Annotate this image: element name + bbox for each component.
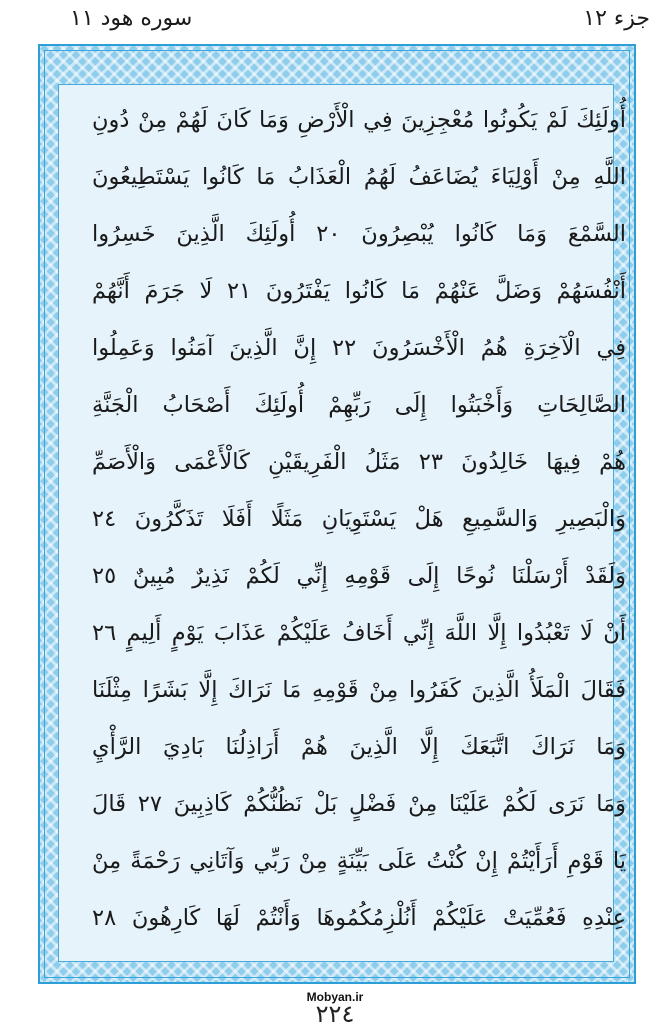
verse-line: وَالْبَصِيرِ وَالسَّمِيعِ هَلْ يَسْتَوِيَانِ مَثَلًا أَفَلَا تَذَكَّرُونَ ٢٤: [92, 506, 626, 532]
page-number: ٢٢٤: [315, 1000, 355, 1028]
verse-line: عِنْدِهِ فَعُمِّيَتْ عَلَيْكُمْ أَنُلْزِمُكُمُوهَا وَأَنْتُمْ لَهَا كَارِهُونَ ٢٨: [92, 905, 626, 931]
verse-line: هُمْ فِيهَا خَالِدُونَ ٢٣ مَثَلُ الْفَرِيقَيْنِ كَالْأَعْمَى وَالْأَصَمِّ: [92, 449, 626, 475]
verse-line: اللَّهِ مِنْ أَوْلِيَاءَ يُضَاعَفُ لَهُمُ الْعَذَابُ مَا كَانُوا يَسْتَطِيعُونَ: [92, 164, 626, 190]
verse-line: الصَّالِحَاتِ وَأَخْبَتُوا إِلَى رَبِّهِمْ أُولَئِكَ أَصْحَابُ الْجَنَّةِ: [92, 392, 626, 418]
verse-line: السَّمْعَ وَمَا كَانُوا يُبْصِرُونَ ٢٠ أُولَئِكَ الَّذِينَ خَسِرُوا: [92, 221, 626, 247]
source-watermark: Mobyan.ir: [306, 990, 364, 1004]
verse-line: أَنْفُسَهُمْ وَضَلَّ عَنْهُمْ مَا كَانُوا يَفْتَرُونَ ٢١ لَا جَرَمَ أَنَّهُمْ: [92, 278, 626, 304]
verse-line: وَمَا نَرَى لَكُمْ عَلَيْنَا مِنْ فَضْلٍ بَلْ نَظُنُّكُمْ كَاذِبِينَ ٢٧ قَالَ: [92, 791, 626, 817]
verse-line: يَا قَوْمِ أَرَأَيْتُمْ إِنْ كُنْتُ عَلَى بَيِّنَةٍ مِنْ رَبِّي وَآتَانِي رَحْمَةً مِنْ: [92, 848, 626, 874]
verse-line: فَقَالَ الْمَلَأُ الَّذِينَ كَفَرُوا مِنْ قَوْمِهِ مَا نَرَاكَ إِلَّا بَشَرًا مِثْلَنَا: [92, 677, 626, 703]
verse-line: أُولَئِكَ لَمْ يَكُونُوا مُعْجِزِينَ فِي الْأَرْضِ وَمَا كَانَ لَهُمْ مِنْ دُونِ: [92, 107, 626, 133]
verse-line: أَنْ لَا تَعْبُدُوا إِلَّا اللَّهَ إِنِّي أَخَافُ عَلَيْكُمْ عَذَابَ يَوْمٍ أَلِيمٍ ٢٦: [92, 620, 626, 646]
verse-line: وَمَا نَرَاكَ اتَّبَعَكَ إِلَّا الَّذِينَ هُمْ أَرَاذِلُنَا بَادِيَ الرَّأْيِ: [92, 734, 626, 760]
verse-line: وَلَقَدْ أَرْسَلْنَا نُوحًا إِلَى قَوْمِهِ إِنِّي لَكُمْ نَذِيرٌ مُبِينٌ ٢٥: [92, 563, 626, 589]
verse-line: فِي الْآخِرَةِ هُمُ الْأَخْسَرُونَ ٢٢ إِنَّ الَّذِينَ آمَنُوا وَعَمِلُوا: [92, 335, 626, 361]
surah-label: سوره هود ١١: [70, 6, 193, 31]
juz-label: جزء ١٢: [583, 6, 650, 31]
